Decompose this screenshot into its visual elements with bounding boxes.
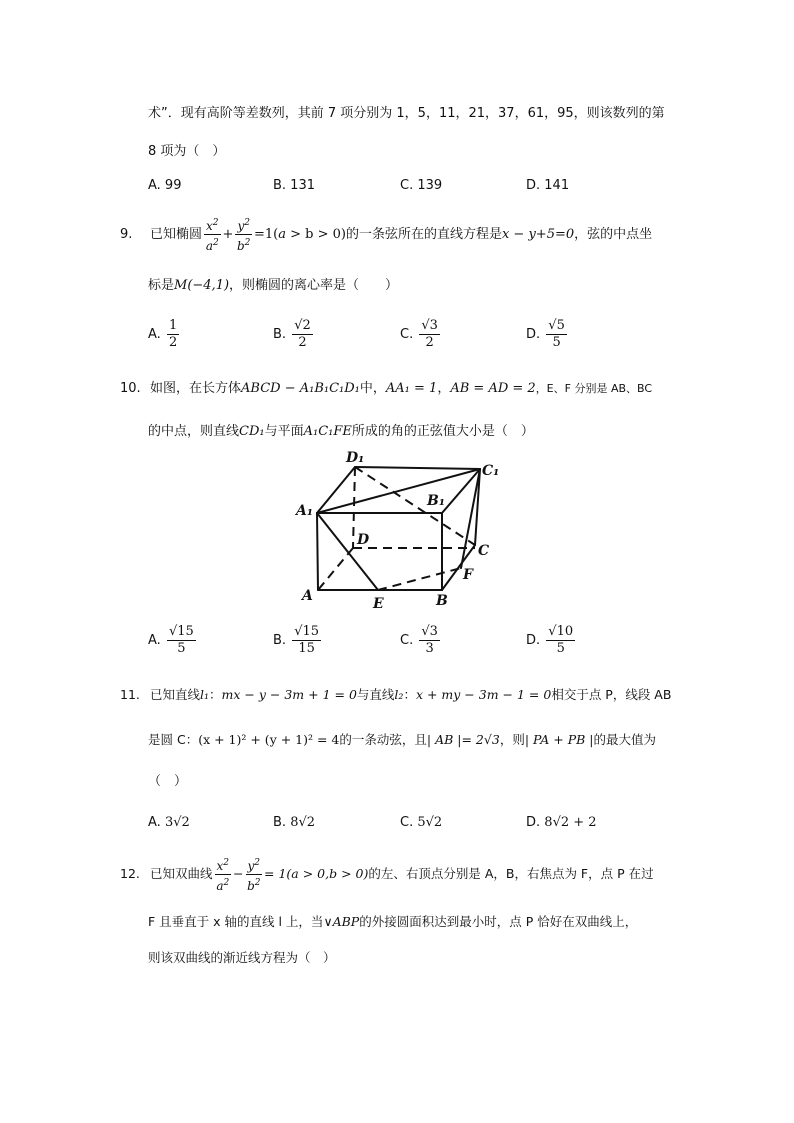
label-a1: A₁ bbox=[296, 503, 313, 519]
q11-option-a: A. 3√2 bbox=[148, 815, 190, 830]
label-e: E bbox=[373, 596, 384, 612]
label-d: D bbox=[357, 532, 370, 548]
q11-line1: 11. 已知直线l₁：mx − y − 3m + 1 = 0与直线l₂：x + my − 3m − 1 = 0相交于点 P，线段 AB bbox=[120, 687, 672, 702]
q8-line1: 术”．现有高阶等差数列，其前 7 项分别为 1，5，11，21，37，61，95，则该数列的第 bbox=[148, 106, 665, 121]
q10-option-a: A. $\frac{√15}{5}$ bbox=[148, 624, 194, 656]
q11-option-b: B. 8√2 bbox=[273, 815, 316, 830]
label-f: F bbox=[463, 567, 473, 583]
vector-sum: | PA + PB | bbox=[524, 732, 594, 747]
label-c: C bbox=[478, 543, 490, 559]
q8-line2: 8 项为（ ） bbox=[148, 144, 226, 159]
q11-option-c: C. 5√2 bbox=[400, 815, 443, 830]
label-b1: B₁ bbox=[427, 493, 445, 509]
q10-option-b: B. $\frac{√15}{15}$ bbox=[273, 624, 320, 656]
question-number: 11. bbox=[120, 687, 140, 702]
q12-line3: 则该双曲线的渐近线方程为（ ） bbox=[148, 950, 336, 965]
q9-option-a: A. $\frac{1}{2}$ bbox=[148, 318, 178, 350]
q8-option-a: A. 99 bbox=[148, 178, 182, 193]
label-b: B bbox=[436, 593, 448, 609]
chord-equation: x − y+5=0 bbox=[501, 227, 575, 242]
label-c1: C₁ bbox=[482, 463, 500, 479]
hyperbola-y-term: $\frac{y^2}{b^2}$ bbox=[246, 855, 263, 894]
q9-option-b: B. $\frac{√2}{2}$ bbox=[273, 318, 311, 350]
q12-line2: F 且垂直于 x 轴的直线 l 上，当∨ABP的外接圆面积达到最小时，点 P 恰好在双曲线上， bbox=[148, 914, 638, 929]
q10-option-d: D. $\frac{√10}{5}$ bbox=[526, 624, 574, 656]
q11-line3: （ ） bbox=[148, 774, 188, 789]
q8-option-c: C. 139 bbox=[400, 178, 443, 193]
q10-line2: 的中点，则直线CD₁与平面A₁C₁FE所成的角的正弦值大小是（ ） bbox=[148, 424, 534, 439]
q10-option-c: C. $\frac{√3}{3}$ bbox=[400, 624, 438, 656]
label-d1: D₁ bbox=[346, 450, 365, 466]
q12-line1: 12. 已知双曲线 $\frac{x^2}{a^2}$ − $\frac{y^2}{b^2}$ = 1(a > 0,b > 0)的左、右顶点分别是 A，B，右焦点为 F，点 P 在过 bbox=[120, 855, 654, 894]
question-number: 10. bbox=[120, 381, 141, 396]
question-number: 12. bbox=[120, 866, 140, 881]
label-a: A bbox=[302, 588, 313, 604]
q8-option-b: B. 131 bbox=[273, 178, 315, 193]
ellipse-y-term: $\frac{y^2}{b^2}$ bbox=[235, 215, 252, 254]
q11-option-d: D. 8√2 + 2 bbox=[526, 815, 597, 830]
q9-line1: 9. 已知椭圆 $\frac{x^2}{a^2}$ + $\frac{y^2}{b^2}$ =1(a > b > 0)的一条弦所在的直线方程是x − y+5=0，弦的中点坐 bbox=[120, 215, 652, 254]
q11-line2: 是圆 C：(x + 1)² + (y + 1)² = 4的一条动弦，且| AB |= 2√3，则| PA + PB |的最大值为 bbox=[148, 732, 657, 747]
question-number: 9. bbox=[120, 227, 133, 242]
q10-line1: 10. 如图，在长方体ABCD − A₁B₁C₁D₁中，AA₁ = 1，AB = AD = 2，E、F 分别是 AB、BC bbox=[120, 381, 653, 396]
cuboid-figure bbox=[290, 445, 510, 615]
box-name: ABCD − A₁B₁C₁D₁ bbox=[241, 381, 360, 396]
ellipse-x-term: $\frac{x^2}{a^2}$ bbox=[204, 215, 221, 254]
hyperbola-x-term: $\frac{x^2}{a^2}$ bbox=[215, 855, 232, 894]
midpoint: M(−4,1) bbox=[174, 278, 230, 293]
q9-line2: 标是M(−4,1)，则椭圆的离心率是（ ） bbox=[148, 278, 399, 293]
q9-option-d: D. $\frac{√5}{5}$ bbox=[526, 318, 565, 350]
q9-option-c: C. $\frac{√3}{2}$ bbox=[400, 318, 438, 350]
q8-option-d: D. 141 bbox=[526, 178, 570, 193]
